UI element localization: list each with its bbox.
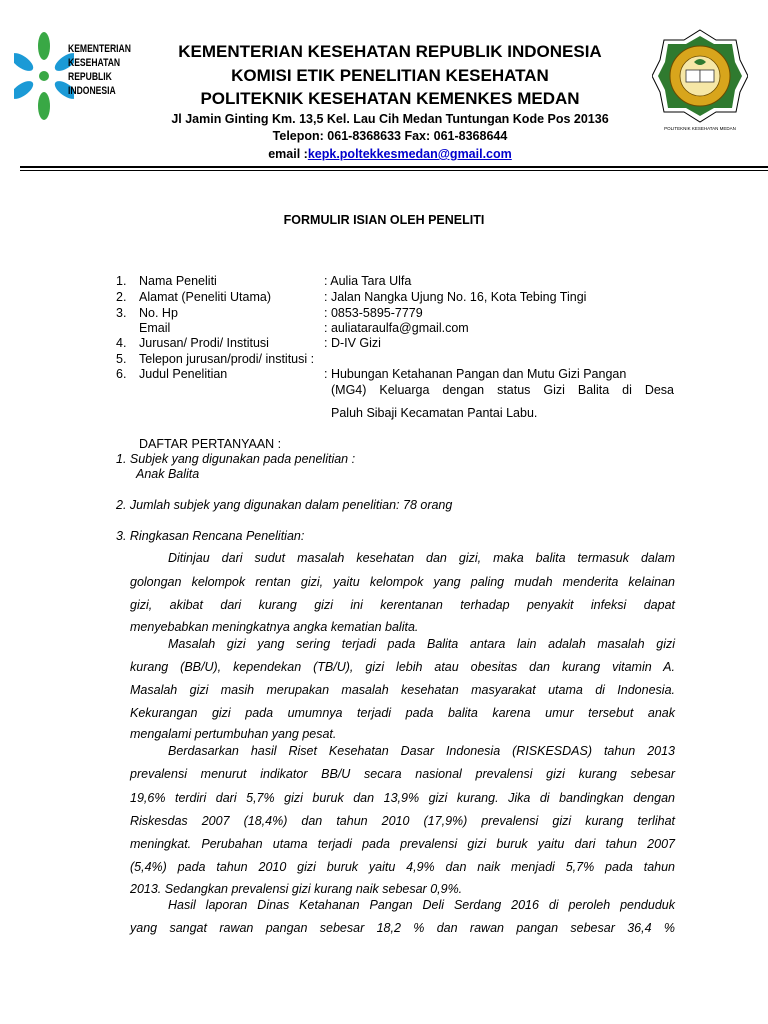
field-label: Email (139, 321, 171, 335)
field-number: 2. (116, 290, 127, 304)
paragraph-line: Ditinjau dari sudut masalah kesehatan dan gizi, maka balita termasuk dalam (168, 551, 675, 565)
paragraph-line: kurang (BB/U), kependekan (TB/U), gizi lebih atau obesitas dan kurang vitamin A. (130, 660, 675, 674)
field-label: Alamat (Peneliti Utama) (139, 290, 271, 304)
header-title-line-2: KOMISI ETIK PENELITIAN KESEHATAN (231, 66, 549, 85)
field-value: : Jalan Nangka Ujung No. 16, Kota Tebing Tingi (324, 290, 587, 304)
field-label: Judul Penelitian (139, 367, 228, 381)
kemenkes-logo-text (68, 42, 131, 98)
paragraph-line: 19,6% terdiri dari 5,7% gizi buruk dan 13,9% gizi kurang. Jika di bandingkan dengan (130, 791, 675, 805)
field-number: 1. (116, 274, 127, 288)
paragraph-line: gizi, akibat dari kurang gizi ini kerentanan terhadap penyakit infeksi dapat (130, 598, 675, 612)
field-number: 6. (116, 367, 127, 381)
kemenkes-bakti-husada-icon (14, 26, 74, 126)
question-2: 2. Jumlah subjek yang digunakan dalam penelitian: 78 orang (116, 498, 453, 512)
logo-text-line: KESEHATAN (68, 57, 121, 69)
field-number: 3. (116, 306, 127, 320)
judul-continuation: Paluh Sibaji Kecamatan Pantai Labu. (331, 406, 538, 420)
paragraph-line: yang sangat rawan pangan sebesar 18,2 % dan rawan pangan sebesar 36,4 % (130, 921, 675, 935)
field-label: Telepon jurusan/prodi/ institusi : (139, 352, 315, 366)
field-number: 5. (116, 352, 127, 366)
field-value: : Hubungan Ketahanan Pangan dan Mutu Gizi Pangan (324, 367, 627, 381)
header-title-line-3: POLITEKNIK KESEHATAN KEMENKES MEDAN (200, 89, 580, 108)
poltekkes-emblem (652, 26, 748, 136)
paragraph-line: mengalami pertumbuhan yang pesat. (130, 727, 337, 741)
daftar-pertanyaan-heading: DAFTAR PERTANYAAN : (139, 437, 282, 451)
field-label: Jurusan/ Prodi/ Institusi (139, 336, 269, 350)
question-3: 3. Ringkasan Rencana Penelitian: (116, 529, 305, 543)
paragraph-line: Masalah gizi yang sering terjadi pada Balita antara lain adalah masalah gizi (168, 637, 675, 651)
paragraph-line: (5,4%) pada tahun 2010 gizi buruk yaitu 4,9% dan naik menjadi 5,7% pada tahun (130, 860, 675, 874)
header-email-row (130, 147, 650, 161)
paragraph-line: Masalah gizi masih merupakan masalah kesehatan masyarakat utama di Indonesia. (130, 683, 675, 697)
field-value: : 0853-5895-7779 (324, 306, 423, 320)
form-title: FORMULIR ISIAN OLEH PENELITI (283, 213, 485, 227)
field-value: : auliataraulfa@gmail.com (324, 321, 469, 335)
field-value: : D-IV Gizi (324, 336, 381, 350)
header-divider-thin (20, 170, 768, 171)
header-address: Jl Jamin Ginting Km. 13,5 Kel. Lau Cih Medan Tuntungan Kode Pos 20136 (171, 112, 609, 126)
email-link[interactable]: kepk.poltekkesmedan@gmail.com (307, 147, 512, 161)
paragraph-line: Berdasarkan hasil Riset Kesehatan Dasar Indonesia (RISKESDAS) tahun 2013 (168, 744, 675, 758)
logo-text-line: KEMENTERIAN (68, 43, 131, 55)
logo-text-line: REPUBLIK (68, 71, 112, 83)
email-prefix: email : (268, 147, 308, 161)
paragraph-line: Kekurangan gizi pada umumnya terjadi pada balita karena umur tersebut anak (130, 706, 675, 720)
header-divider (20, 166, 768, 168)
header-title-line-1: KEMENTERIAN KESEHATAN REPUBLIK INDONESIA (178, 42, 602, 61)
question-1-answer: Anak Balita (136, 467, 200, 481)
question-1: 1. Subjek yang digunakan pada penelitian : (116, 452, 356, 466)
paragraph-line: 2013. Sedangkan prevalensi gizi kurang naik sebesar 0,9%. (130, 882, 463, 896)
paragraph-line: Riskesdas 2007 (18,4%) dan tahun 2010 (17,9%) prevalensi gizi kurang terlihat (130, 814, 675, 828)
paragraph-line: golongan kelompok rentan gizi, yaitu kelompok yang paling mudah menderita kelainan (130, 575, 675, 589)
field-value: : Aulia Tara Ulfa (324, 274, 412, 288)
paragraph-line: prevalensi menurut indikator BB/U secara nasional prevalensi gizi kurang sebesar (130, 767, 675, 781)
emblem-caption: POLITEKNIK KESEHATAN MEDAN (664, 126, 736, 131)
field-label: Nama Peneliti (139, 274, 217, 288)
judul-continuation: (MG4) Keluarga dengan status Gizi Balita di Desa (331, 383, 674, 397)
field-label: No. Hp (139, 306, 178, 320)
poltekkes-emblem-icon (652, 26, 748, 136)
paragraph-line: meningkat. Perubahan utama terjadi pada prevalensi gizi buruk yaitu dari tahun 2007 (130, 837, 675, 851)
paragraph-line: menyebabkan meningkatnya angka kematian balita. (130, 620, 419, 634)
field-number: 4. (116, 336, 127, 350)
header-phone-fax: Telepon: 061-8368633 Fax: 061-8368644 (272, 129, 508, 143)
paragraph-line: Hasil laporan Dinas Ketahanan Pangan Deli Serdang 2016 di peroleh penduduk (168, 898, 675, 912)
logo-text-line: INDONESIA (68, 85, 116, 97)
